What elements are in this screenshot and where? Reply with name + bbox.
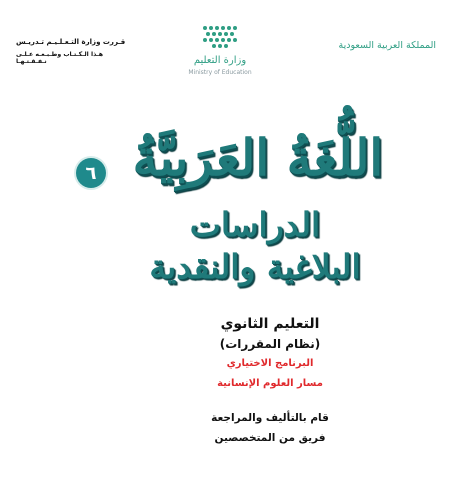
authors-line-1: قام بالتأليف والمراجعة [211, 412, 329, 424]
authors-line-2: فريق من المتخصصين [214, 432, 326, 444]
grade-badge: ٦ [76, 158, 106, 188]
track-name: مسار العلوم الإنسانية [217, 378, 323, 389]
book-title: اللُّغَةُ العَرَبِيَّةُ [132, 128, 384, 187]
education-stage: التعليم الثانوي [220, 316, 320, 332]
notice-line-1: قـررت وزارة التـعـلـيـم تـدريـس [16, 38, 126, 46]
subject-line-1: الدراسات [189, 205, 321, 244]
notice-line-2: هـذا الـكـتـاب وطـبـعـه عـلـى نـفـقـتـهـا [16, 51, 104, 65]
ministry-name-arabic: وزارة التعليم [193, 55, 247, 66]
ministry-name-english: Ministry of Education [188, 69, 252, 76]
program-name: البرنامج الاختياري [226, 358, 314, 369]
kingdom-name: المملكة العربية السعودية [338, 40, 436, 51]
course-system: (نظام المقررات) [219, 337, 321, 351]
subject-line-2: البلاغية والنقدية [149, 247, 361, 286]
